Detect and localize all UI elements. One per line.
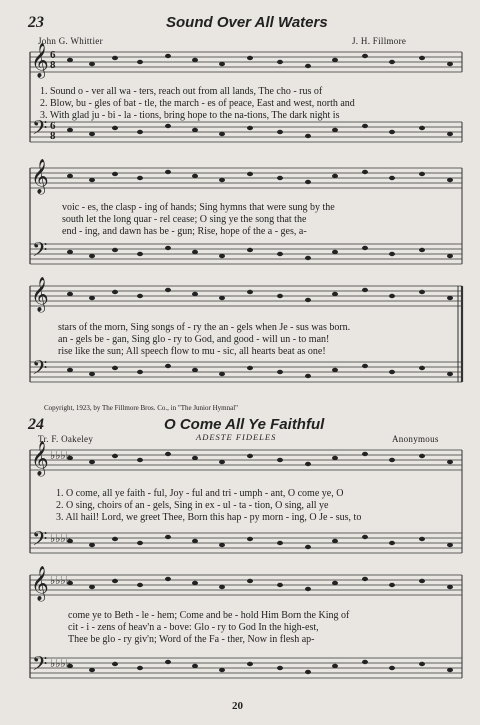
key-signature-flats: ♭♭♭♭ [50,533,71,545]
bass-clef-icon: 𝄢 [32,240,48,266]
key-signature-flats: ♭♭♭♭ [50,658,71,670]
lyric-line: Thee be glo - ry giv'n; Word of the Fa - ther, Now in flesh ap- [68,634,315,645]
time-signature: 6 8 [50,49,56,71]
time-signature: 6 8 [50,120,56,142]
hymn-number: 24 [28,416,44,433]
treble-clef-icon: 𝄞 [31,160,49,193]
lyric-line: 3. With glad ju - bi - la - tions, bring hope to the na-tions, The dark night is [40,110,340,121]
lyric-line: stars of the morn, Sing songs of - ry the an - gels when Je - sus was born. [58,322,351,333]
lyric-line: 3. All hail! Lord, we greet Thee, Born this hap - py morn - ing, O Je - sus, to [56,512,362,523]
composer-credit: Anonymous [392,434,439,444]
lyric-line: end - ing, and dawn has be - gun; Rise, hope of the a - ges, a- [62,226,307,237]
lyric-line: voic - es, the clasp - ing of hands; Sing hymns that were sung by the [62,202,335,213]
page-number: 20 [232,700,243,712]
bass-clef-icon: 𝄢 [32,529,48,555]
treble-clef-icon: 𝄞 [31,442,49,475]
treble-clef-icon: 𝄞 [31,44,49,77]
treble-clef-icon: 𝄞 [31,567,49,600]
bass-clef-icon: 𝄢 [32,654,48,680]
treble-clef-icon: 𝄞 [31,278,49,311]
lyric-line: 1. Sound o - ver all wa - ters, reach out from all lands, The cho - rus of [40,86,323,97]
lyric-line: rise like the sun; All speech flow to mu - sic, all hearts beat as one! [58,346,326,357]
lyric-line: 2. Blow, bu - gles of bat - tle, the march - es of peace, East and west, north and [40,98,355,109]
composer-credit: J. H. Fillmore [352,36,407,46]
author-credit: Tr. F. Oakeley [38,434,94,444]
lyric-line: south let the long quar - rel cease; O sing ye the song that the [62,214,307,225]
lyric-line: cit - i - zens of heav'n a - bove: Glo - ry to God In the high-est, [68,622,319,633]
lyric-line: come ye to Beth - le - hem; Come and be - hold Him Born the King of [68,610,350,621]
key-signature-flats: ♭♭♭♭ [50,575,71,587]
hymn-title: O Come All Ye Faithful [164,416,325,433]
key-signature-flats: ♭♭♭♭ [50,450,71,462]
lyric-line: an - gels be - gan, Sing glo - ry to God, and good - will un - to man! [58,334,330,345]
hymn-title: Sound Over All Waters [166,14,328,31]
author-credit: John G. Whittier [38,36,103,46]
tune-name: ADESTE FIDELES [196,432,277,442]
copyright-notice: Copyright, 1923, by The Fillmore Bros. Co., in "The Junior Hymnal" [44,404,238,412]
lyric-line: 2. O sing, choirs of an - gels, Sing in ex - ul - ta - tion, O sing, all ye [56,500,329,511]
hymn-number: 23 [28,14,44,31]
bass-clef-icon: 𝄢 [32,358,48,384]
lyric-line: 1. O come, all ye faith - ful, Joy - ful and tri - umph - ant, O come ye, O [56,488,344,499]
bass-clef-icon: 𝄢 [32,118,48,144]
